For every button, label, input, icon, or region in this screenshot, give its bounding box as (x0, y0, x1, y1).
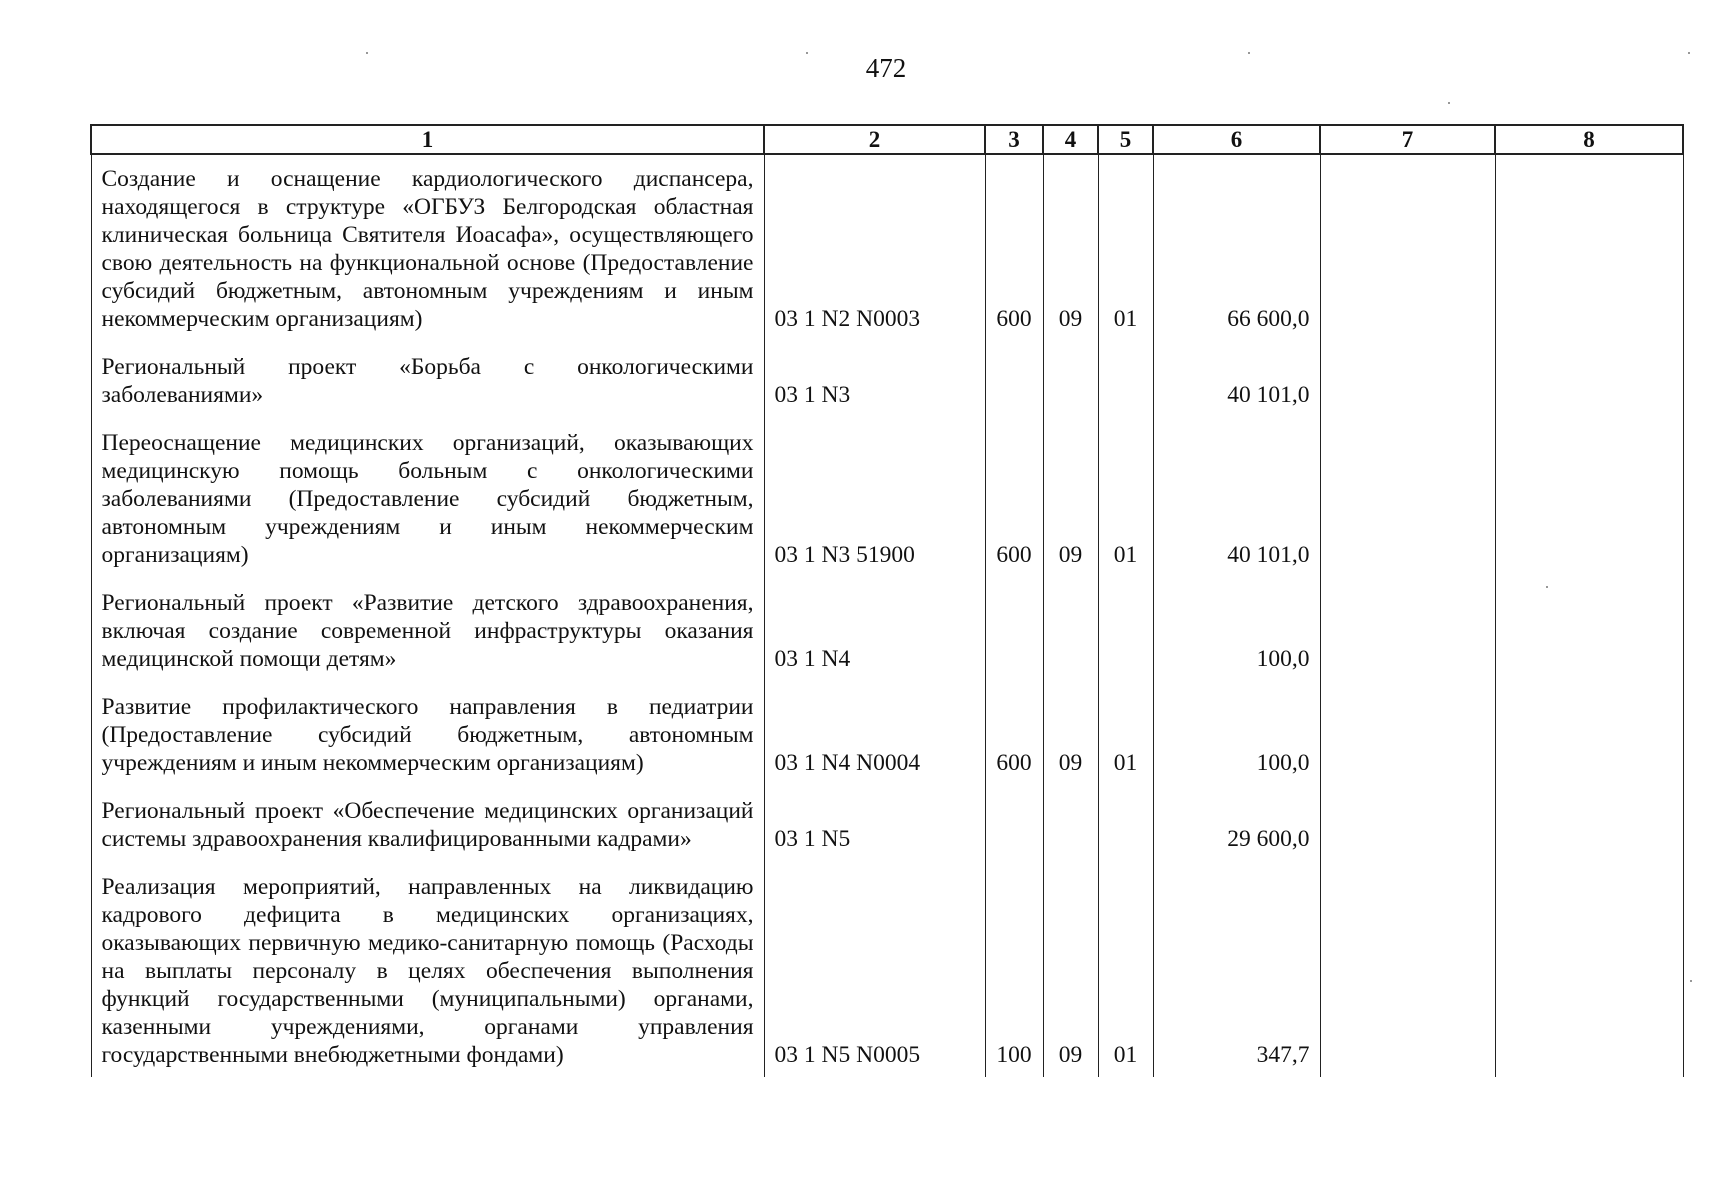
target-code: 03 1 N4 N0004 (764, 681, 985, 785)
column-8-cell (1495, 577, 1683, 681)
item-name: Реализация мероприятий, направленных на ликвидацию кадрового дефицита в медицинских организациях, оказывающих первичную медико-санитарную помощь (Расходы на выплаты персоналу в целях обеспечения выполнения функций государственными (муниципальными) органами, казенными учреждениями, органами управления государственными внебюджетными фондами) (91, 861, 764, 1077)
expense-type (985, 785, 1043, 861)
target-code: 03 1 N4 (764, 577, 985, 681)
column-8-cell (1495, 154, 1683, 341)
column-8-cell (1495, 785, 1683, 861)
item-name: Развитие профилактического направления в педиатрии (Предоставление субсидий бюджетным, автономным учреждениям и иным некоммерческим организациям) (91, 681, 764, 785)
table-row (91, 861, 1683, 1077)
budget-table (90, 124, 1684, 1077)
subsection-code: 01 (1098, 681, 1153, 785)
expense-type (985, 577, 1043, 681)
column-8-cell (1495, 681, 1683, 785)
section-code (1043, 577, 1098, 681)
table-row (91, 577, 1683, 681)
amount: 347,7 (1153, 861, 1320, 1077)
subsection-code (1098, 785, 1153, 861)
item-name: Региональный проект «Развитие детского здравоохранения, включая создание современной инфраструктуры оказания медицинской помощи детям» (91, 577, 764, 681)
subsection-code: 01 (1098, 154, 1153, 341)
expense-type: 100 (985, 861, 1043, 1077)
column-7-cell (1320, 417, 1495, 577)
section-code (1043, 785, 1098, 861)
subsection-code (1098, 341, 1153, 417)
target-code: 03 1 N5 (764, 785, 985, 861)
scan-speck (366, 52, 368, 54)
expense-type: 600 (985, 417, 1043, 577)
item-name: Региональный проект «Обеспечение медицинских организаций системы здравоохранения квалифицированными кадрами» (91, 785, 764, 861)
subsection-code: 01 (1098, 861, 1153, 1077)
amount: 40 101,0 (1153, 341, 1320, 417)
column-header-5: 5 (1098, 125, 1153, 154)
scan-speck (1248, 52, 1250, 54)
table-row (91, 785, 1683, 861)
scan-speck (1448, 102, 1450, 104)
column-7-cell (1320, 861, 1495, 1077)
section-code: 09 (1043, 417, 1098, 577)
scan-speck (1690, 980, 1692, 982)
column-7-cell (1320, 785, 1495, 861)
column-8-cell (1495, 341, 1683, 417)
expense-type: 600 (985, 154, 1043, 341)
amount: 100,0 (1153, 577, 1320, 681)
target-code: 03 1 N3 (764, 341, 985, 417)
item-name: Региональный проект «Борьба с онкологическими заболеваниями» (91, 341, 764, 417)
subsection-code: 01 (1098, 417, 1153, 577)
amount: 66 600,0 (1153, 154, 1320, 341)
column-7-cell (1320, 681, 1495, 785)
scan-speck (806, 52, 808, 54)
column-header-7: 7 (1320, 125, 1495, 154)
column-7-cell (1320, 577, 1495, 681)
column-header-3: 3 (985, 125, 1043, 154)
column-header-4: 4 (1043, 125, 1098, 154)
item-name: Создание и оснащение кардиологического диспансера, находящегося в структуре «ОГБУЗ Белгородская областная клиническая больница Святителя Иоасафа», осуществляющего свою деятельность на функциональной основе (Предоставление субсидий бюджетным, автономным учреждениям и иным некоммерческим организациям) (91, 154, 764, 341)
target-code: 03 1 N5 N0005 (764, 861, 985, 1077)
column-header-2: 2 (764, 125, 985, 154)
column-8-cell (1495, 417, 1683, 577)
section-code (1043, 341, 1098, 417)
target-code: 03 1 N3 51900 (764, 417, 985, 577)
subsection-code (1098, 577, 1153, 681)
expense-type: 600 (985, 681, 1043, 785)
amount: 100,0 (1153, 681, 1320, 785)
column-7-cell (1320, 154, 1495, 341)
table-row (91, 341, 1683, 417)
amount: 29 600,0 (1153, 785, 1320, 861)
target-code: 03 1 N2 N0003 (764, 154, 985, 341)
table-row (91, 681, 1683, 785)
column-header-8: 8 (1495, 125, 1683, 154)
scan-speck (1688, 52, 1690, 54)
column-header-6: 6 (1153, 125, 1320, 154)
section-code: 09 (1043, 681, 1098, 785)
table-header-row (91, 125, 1683, 154)
expense-type (985, 341, 1043, 417)
amount: 40 101,0 (1153, 417, 1320, 577)
item-name: Переоснащение медицинских организаций, оказывающих медицинскую помощь больным с онкологическими заболеваниями (Предоставление субсидий бюджетным, автономным учреждениям и иным некоммерческим организациям) (91, 417, 764, 577)
table-row (91, 154, 1683, 341)
column-header-1: 1 (91, 125, 764, 154)
section-code: 09 (1043, 154, 1098, 341)
table-row (91, 417, 1683, 577)
column-7-cell (1320, 341, 1495, 417)
section-code: 09 (1043, 861, 1098, 1077)
page-number: 472 (865, 53, 907, 83)
column-8-cell (1495, 861, 1683, 1077)
